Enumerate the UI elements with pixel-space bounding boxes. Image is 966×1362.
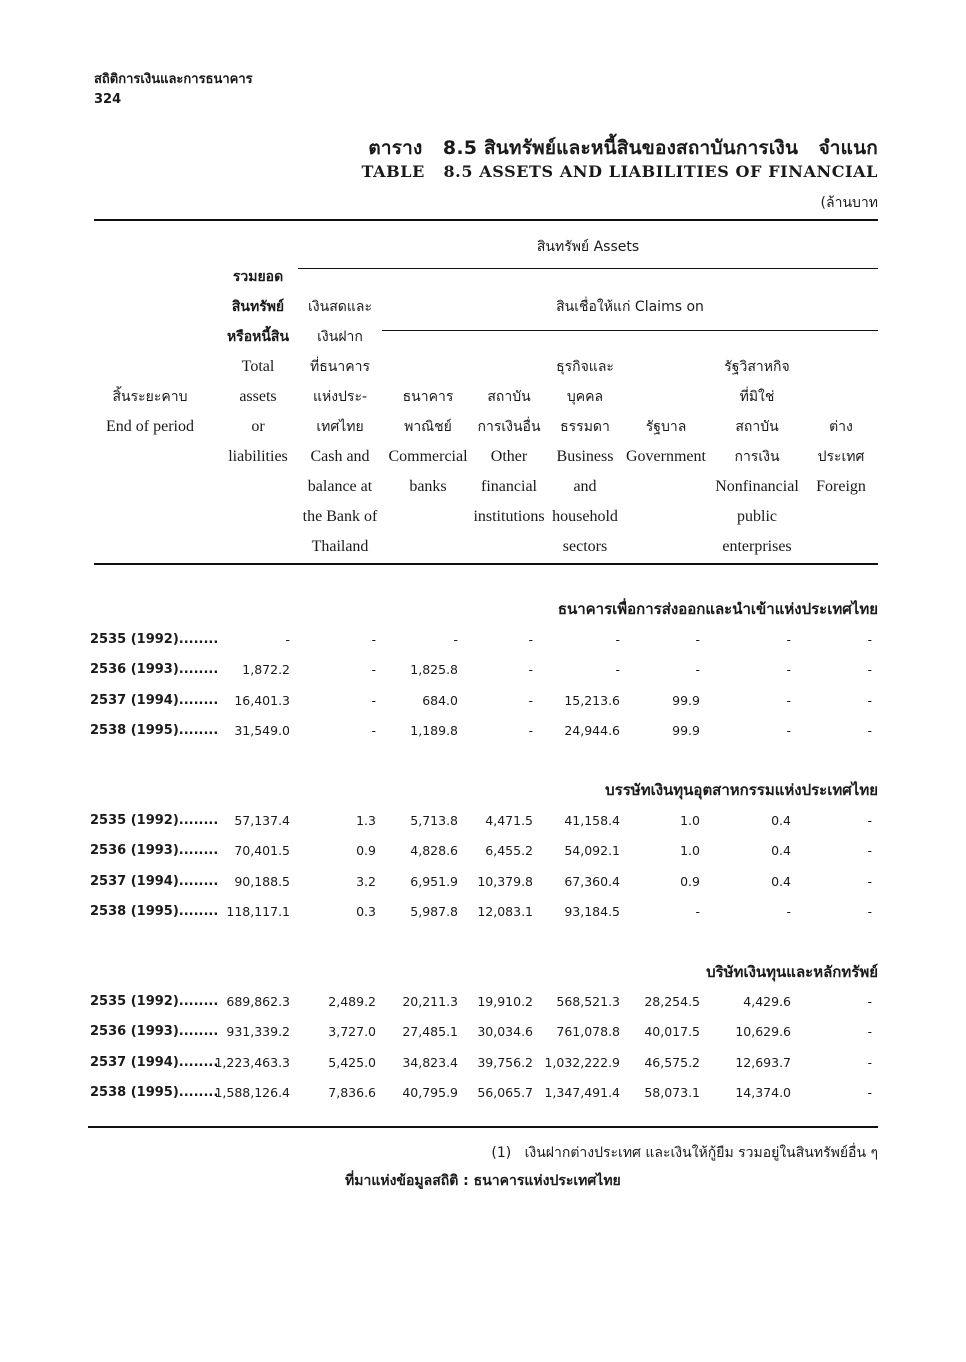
cell-government: 28,254.5 [644, 994, 700, 1009]
cell-total: 931,339.2 [226, 1024, 290, 1040]
table-row [0, 626, 966, 656]
col-business: ธุรกิจและ บุคคล ธรรมดา Business and household sectors [552, 359, 618, 555]
cell-business-household: 15,213.6 [564, 692, 620, 708]
cell-government: 99.9 [672, 722, 700, 738]
cell-cash: - [371, 632, 376, 647]
cell-total: 57,137.4 [234, 813, 290, 828]
cell-total: 1,872.2 [242, 662, 290, 678]
cell-nonfinancial-enterprises: 0.4 [771, 813, 791, 828]
cell-government: 99.9 [672, 692, 700, 708]
cell-foreign: - [867, 692, 872, 708]
cell-other-financial: - [528, 692, 533, 708]
cell-nonfinancial-enterprises: 4,429.6 [743, 994, 791, 1009]
cell-commercial-banks: 6,951.9 [410, 873, 458, 889]
cell-foreign: - [867, 1054, 872, 1070]
cell-cash: 0.9 [356, 843, 376, 859]
cell-cash: - [371, 692, 376, 708]
cell-nonfinancial-enterprises: - [786, 903, 791, 919]
col-nonfinancial: รัฐวิสาหกิจ ที่มิใช่ สถาบัน การเงิน Nonfinancial public enterprises [715, 359, 799, 555]
row-period-label: 2538 (1995)........ [90, 1084, 219, 1100]
cell-cash: 2,489.2 [328, 994, 376, 1009]
table-row [0, 687, 966, 717]
cell-foreign: - [867, 722, 872, 738]
cell-other-financial: 30,034.6 [477, 1024, 533, 1040]
col-foreign: ต่าง ประเทศ Foreign [816, 419, 866, 495]
cell-government: 58,073.1 [644, 1084, 700, 1100]
row-period-label: 2536 (1993)........ [90, 662, 219, 678]
cell-commercial-banks: 4,828.6 [410, 843, 458, 859]
cell-cash: 5,425.0 [328, 1054, 376, 1070]
table-row [0, 1018, 966, 1048]
cell-government: 0.9 [680, 873, 700, 889]
cell-commercial-banks: 5,987.8 [410, 903, 458, 919]
table-row [0, 1079, 966, 1109]
table-row [0, 1049, 966, 1079]
cell-other-financial: 19,910.2 [477, 994, 533, 1009]
cell-business-household: 568,521.3 [556, 994, 620, 1009]
cell-government: 1.0 [680, 843, 700, 859]
section-title-exim: ธนาคารเพื่อการส่งออกและนำเข้าแห่งประเทศไทย [557, 600, 878, 618]
row-period-label: 2537 (1994)........ [90, 873, 219, 889]
running-header: สถิติการเงินและการธนาคาร [94, 72, 253, 87]
cell-nonfinancial-enterprises: 14,374.0 [735, 1084, 791, 1100]
table-row [0, 898, 966, 928]
cell-other-financial: 12,083.1 [477, 903, 533, 919]
cell-other-financial: - [528, 722, 533, 738]
row-period-label: 2537 (1994)........ [90, 1054, 219, 1070]
table-title-english: TABLE 8.5 ASSETS AND LIABILITIES OF FINANCIAL [361, 162, 878, 181]
table-row [0, 807, 966, 837]
cell-commercial-banks: 1,825.8 [410, 662, 458, 678]
claims-group-header: สินเชื่อให้แก่ Claims on [556, 299, 704, 315]
cell-cash: 3,727.0 [328, 1024, 376, 1040]
col-commercial: ธนาคาร พาณิชย์ Commercial banks [388, 389, 468, 495]
cell-total: - [285, 632, 290, 647]
cell-business-household: - [615, 632, 620, 647]
cell-nonfinancial-enterprises: - [786, 692, 791, 708]
cell-cash: 0.3 [356, 903, 376, 919]
cell-other-financial: - [528, 632, 533, 647]
col-cash: เงินสดและ เงินฝาก ที่ธนาคาร แห่งประ- เทศไทย Cash and balance at the Bank of Thailand [302, 299, 378, 555]
cell-total: 31,549.0 [234, 722, 290, 738]
cell-cash: - [371, 662, 376, 678]
cell-business-household: 67,360.4 [564, 873, 620, 889]
cell-commercial-banks: 20,211.3 [402, 994, 458, 1009]
table-title-thai: ตาราง 8.5 สินทรัพย์และหนี้สินของสถาบันการเงิน จำแนก [368, 137, 878, 159]
cell-cash: 3.2 [356, 873, 376, 889]
col-other-financial: สถาบัน การเงินอื่น Other financial institutions [473, 389, 545, 525]
cell-other-financial: 10,379.8 [477, 873, 533, 889]
cell-commercial-banks: 34,823.4 [402, 1054, 458, 1070]
cell-total: 70,401.5 [234, 843, 290, 859]
assets-group-header: สินทรัพย์ Assets [536, 239, 640, 255]
cell-commercial-banks: 40,795.9 [402, 1084, 458, 1100]
cell-commercial-banks: - [453, 632, 458, 647]
cell-nonfinancial-enterprises: - [786, 662, 791, 678]
header-bottom-rule [94, 563, 878, 565]
cell-other-financial: 6,455.2 [485, 843, 533, 859]
table-row [0, 837, 966, 867]
cell-nonfinancial-enterprises: - [786, 632, 791, 647]
section-title-ifct: บรรษัทเงินทุนอุตสาหกรรมแห่งประเทศไทย [605, 781, 878, 799]
cell-commercial-banks: 27,485.1 [402, 1024, 458, 1040]
table-bottom-rule [88, 1126, 878, 1128]
row-period-label: 2535 (1992)........ [90, 994, 219, 1009]
table-row [0, 868, 966, 898]
cell-government: - [695, 662, 700, 678]
cell-total: 16,401.3 [234, 692, 290, 708]
row-period-label: 2538 (1995)........ [90, 903, 219, 919]
cell-foreign: - [867, 903, 872, 919]
cell-total: 118,117.1 [226, 903, 290, 919]
cell-business-household: 41,158.4 [564, 813, 620, 828]
cell-foreign: - [867, 662, 872, 678]
cell-other-financial: 39,756.2 [477, 1054, 533, 1070]
cell-nonfinancial-enterprises: - [786, 722, 791, 738]
claims-rule [382, 330, 878, 331]
cell-foreign: - [867, 1024, 872, 1040]
cell-cash: 1.3 [356, 813, 376, 828]
cell-government: 1.0 [680, 813, 700, 828]
cell-commercial-banks: 684.0 [422, 692, 458, 708]
row-period-label: 2537 (1994)........ [90, 692, 219, 708]
cell-cash: 7,836.6 [328, 1084, 376, 1100]
cell-foreign: - [867, 1084, 872, 1100]
cell-other-financial: - [528, 662, 533, 678]
cell-business-household: 1,347,491.4 [544, 1084, 620, 1100]
cell-cash: - [371, 722, 376, 738]
cell-other-financial: 56,065.7 [477, 1084, 533, 1100]
cell-total: 90,188.5 [234, 873, 290, 889]
row-period-label: 2536 (1993)........ [90, 843, 219, 859]
cell-nonfinancial-enterprises: 10,629.6 [735, 1024, 791, 1040]
cell-total: 1,223,463.3 [214, 1054, 290, 1070]
cell-government: 40,017.5 [644, 1024, 700, 1040]
section-title-finance-securities: บริษัทเงินทุนและหลักทรัพย์ [706, 963, 878, 981]
cell-business-household: - [615, 662, 620, 678]
source-note: ที่มาแห่งข้อมูลสถิติ : ธนาคารแห่งประเทศไทย [345, 1173, 621, 1189]
cell-business-household: 24,944.6 [564, 722, 620, 738]
footnote: (1) เงินฝากต่างประเทศ และเงินให้กู้ยืม รวมอยู่ในสินทรัพย์อื่น ๆ [491, 1145, 878, 1161]
cell-business-household: 1,032,222.9 [544, 1054, 620, 1070]
cell-business-household: 93,184.5 [564, 903, 620, 919]
cell-commercial-banks: 5,713.8 [410, 813, 458, 828]
page-number: 324 [94, 92, 122, 107]
table-row [0, 656, 966, 686]
cell-foreign: - [867, 873, 872, 889]
table-row [0, 717, 966, 747]
row-period-label: 2535 (1992)........ [90, 632, 219, 647]
cell-other-financial: 4,471.5 [485, 813, 533, 828]
col-period: สิ้นระยะคาบ End of period [106, 389, 194, 435]
col-government: รัฐบาล Government [626, 419, 706, 465]
cell-government: - [695, 903, 700, 919]
cell-government: 46,575.2 [644, 1054, 700, 1070]
row-period-label: 2536 (1993)........ [90, 1024, 219, 1040]
col-total: รวมยอด สินทรัพย์ หรือหนี้สิน Total assets or liabilities [226, 269, 290, 465]
cell-government: - [695, 632, 700, 647]
cell-nonfinancial-enterprises: 0.4 [771, 873, 791, 889]
cell-business-household: 761,078.8 [556, 1024, 620, 1040]
cell-total: 689,862.3 [226, 994, 290, 1009]
table-row [0, 988, 966, 1018]
cell-nonfinancial-enterprises: 0.4 [771, 843, 791, 859]
top-rule [94, 219, 878, 221]
cell-foreign: - [867, 813, 872, 828]
unit-label: (ล้านบาท [820, 195, 878, 211]
cell-commercial-banks: 1,189.8 [410, 722, 458, 738]
cell-business-household: 54,092.1 [564, 843, 620, 859]
cell-total: 1,588,126.4 [214, 1084, 290, 1100]
cell-foreign: - [867, 994, 872, 1009]
cell-foreign: - [867, 843, 872, 859]
cell-nonfinancial-enterprises: 12,693.7 [735, 1054, 791, 1070]
row-period-label: 2535 (1992)........ [90, 813, 219, 828]
row-period-label: 2538 (1995)........ [90, 722, 219, 738]
cell-foreign: - [867, 632, 872, 647]
assets-rule [298, 268, 878, 269]
